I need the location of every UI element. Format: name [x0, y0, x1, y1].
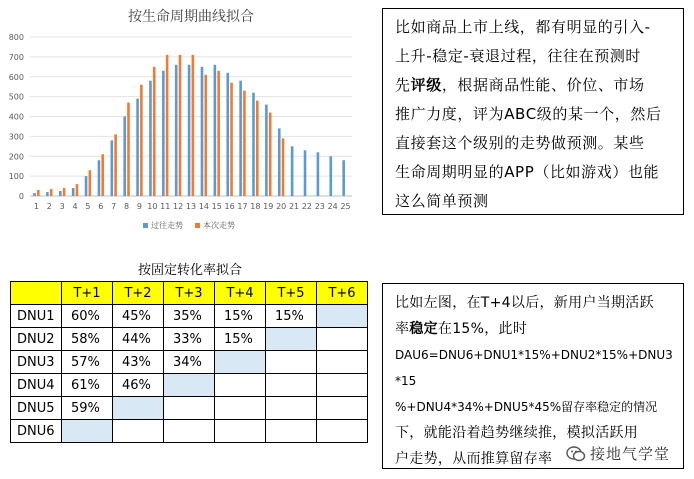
table-cell: 46% [113, 374, 164, 397]
table-cell [317, 374, 368, 397]
row-label: DNU5 [11, 397, 62, 420]
text-line: 比如左图，在T+4以后，新用户当期活跃 [395, 295, 654, 311]
explanation-text [395, 13, 673, 216]
table-cell: 15% [215, 305, 266, 328]
bar [269, 113, 272, 196]
x-tick-label: 10 [147, 202, 158, 211]
bar [162, 71, 165, 196]
text-line: 率 [395, 321, 410, 337]
bar [265, 105, 268, 196]
header-cell: T+4 [215, 282, 266, 305]
table-cell [317, 351, 368, 374]
table-cell [215, 374, 266, 397]
row-label: DNU1 [11, 305, 62, 328]
table-cell: 60% [62, 305, 113, 328]
bar [317, 152, 320, 196]
table-cell [62, 420, 113, 443]
bar [201, 67, 204, 196]
bar [59, 191, 62, 196]
table-cell [113, 420, 164, 443]
bar [243, 91, 246, 196]
x-tick-label: 1 [33, 202, 39, 211]
bar [111, 140, 114, 196]
table-cell [215, 420, 266, 443]
watermark-text: 接地气学堂 [590, 445, 671, 463]
wechat-icon [566, 444, 586, 464]
bar [282, 138, 285, 196]
bar [179, 55, 182, 196]
bar [256, 101, 259, 196]
bar [153, 67, 156, 196]
bar [239, 81, 242, 196]
bar [114, 134, 117, 196]
table-row [11, 351, 368, 374]
lifecycle-explanation-box [382, 8, 684, 215]
header-cell: T+6 [317, 282, 368, 305]
x-tick-label: 2 [46, 202, 52, 211]
header-corner [11, 282, 62, 305]
legend-swatch [195, 223, 200, 228]
row-label: DNU4 [11, 374, 62, 397]
x-tick-label: 12 [173, 202, 184, 211]
bar [149, 81, 152, 196]
table-header-row [11, 282, 368, 305]
table-cell: 44% [113, 328, 164, 351]
emphasis-text: 稳定 [409, 321, 438, 337]
table-row [11, 305, 368, 328]
table-title: 按固定转化率拟合 [137, 263, 242, 278]
bar [278, 128, 281, 196]
bar [217, 71, 220, 196]
y-tick-label: 700 [8, 52, 24, 62]
table-cell: 15% [215, 328, 266, 351]
table-row [11, 374, 368, 397]
text-line: 直接套这个级别的走势做预测。某些 [395, 134, 645, 152]
legend-swatch [143, 223, 148, 228]
table-cell: 35% [164, 305, 215, 328]
bar [98, 160, 101, 196]
table-cell: 43% [113, 351, 164, 374]
header-cell: T+3 [164, 282, 215, 305]
bar [342, 160, 345, 196]
table-cell: 58% [62, 328, 113, 351]
row-label: DNU3 [11, 351, 62, 374]
x-tick-label: 14 [198, 202, 209, 211]
bar [85, 176, 88, 196]
bar [123, 117, 126, 197]
header-cell: T+5 [266, 282, 317, 305]
table-cell: 33% [164, 328, 215, 351]
x-tick-label: 5 [85, 202, 91, 211]
bar [166, 55, 169, 196]
bar [33, 193, 36, 196]
bar [329, 156, 332, 196]
x-tick-label: 22 [301, 202, 313, 211]
table-cell: 61% [62, 374, 113, 397]
table-cell [164, 374, 215, 397]
table-cell [266, 328, 317, 351]
formula-line: DAU6=DNU6+DNU1*15%+DNU2*15%+DNU3*15 [395, 348, 673, 388]
x-tick-label: 25 [340, 202, 351, 211]
text-line: 先 [395, 76, 411, 94]
bar [72, 188, 75, 196]
x-tick-label: 6 [98, 202, 104, 211]
text-line: 生命周期明显的APP（比如游戏）也能 [395, 163, 660, 181]
header-cell: T+1 [62, 282, 113, 305]
chart-svg [0, 0, 380, 255]
table-cell [266, 420, 317, 443]
text-line: 户走势，从而推算留存率 [395, 451, 553, 467]
x-tick-label: 9 [136, 202, 143, 211]
x-tick-label: 4 [72, 202, 78, 211]
x-tick-label: 21 [288, 202, 300, 211]
bar [140, 85, 143, 196]
y-tick-label: 800 [8, 33, 24, 42]
x-tick-label: 11 [160, 202, 171, 211]
lifecycle-chart [0, 0, 380, 255]
row-label: DNU2 [11, 328, 62, 351]
table-cell [215, 351, 266, 374]
bar [226, 73, 229, 196]
y-tick-label: 200 [8, 152, 24, 162]
legend-label: 过往走势 [151, 221, 183, 230]
bar [89, 170, 92, 196]
bar [127, 103, 130, 196]
x-tick-label: 15 [211, 202, 222, 211]
text-line: 下，就能沿着趋势继续推，模拟活跃用 [395, 425, 639, 441]
bar [76, 184, 79, 196]
table-cell [164, 420, 215, 443]
table-cell: 57% [62, 351, 113, 374]
retention-table [10, 281, 368, 443]
table-cell [317, 420, 368, 443]
table-row [11, 420, 368, 443]
watermark [566, 441, 686, 467]
text-line: 这么简单预测 [395, 192, 489, 210]
x-tick-label: 13 [185, 202, 197, 211]
table-cell: 45% [113, 305, 164, 328]
text-line: 推广力度，评为ABC级的某一个，然后 [395, 105, 662, 123]
text-line: 上升-稳定-衰退过程，往往在预测时 [395, 47, 642, 65]
x-tick-label: 8 [124, 202, 130, 211]
bar [230, 83, 233, 196]
y-tick-label: 600 [8, 72, 24, 82]
legend-label: 本次走势 [203, 221, 235, 230]
table-cell [317, 305, 368, 328]
bar [304, 150, 307, 196]
bar [50, 189, 53, 196]
bar [101, 154, 104, 196]
bar [252, 93, 255, 196]
emphasis-text: 评级 [410, 76, 442, 94]
x-tick-label: 3 [59, 202, 65, 211]
y-tick-label: 300 [8, 132, 24, 142]
table-cell [266, 374, 317, 397]
y-tick-label: 500 [8, 92, 24, 102]
x-tick-label: 24 [327, 202, 338, 211]
bar [63, 188, 66, 196]
formula-line: %+DNU4*34%+DNU5*45%留存率稳定的情况 [395, 400, 658, 414]
y-tick-label: 400 [8, 112, 24, 122]
row-label: DNU6 [11, 420, 62, 443]
bar [214, 65, 217, 196]
table-cell [215, 397, 266, 420]
table-cell [317, 397, 368, 420]
x-tick-label: 7 [111, 202, 117, 211]
x-tick-label: 18 [250, 202, 261, 211]
table-cell [266, 397, 317, 420]
text-line: ，根据商品性能、价位、市场 [441, 76, 645, 94]
x-tick-label: 16 [224, 202, 235, 211]
table-row [11, 397, 368, 420]
table-cell: 15% [266, 305, 317, 328]
table-row [11, 328, 368, 351]
bar [291, 146, 294, 196]
bar [188, 65, 191, 196]
bar [37, 190, 40, 196]
table-cell [317, 328, 368, 351]
table-cell: 34% [164, 351, 215, 374]
bar [175, 65, 178, 196]
text-line: 比如商品上市上线，都有明显的引入- [395, 18, 651, 36]
bar [46, 192, 49, 196]
bar [204, 75, 207, 196]
y-tick-label: 0 [18, 192, 24, 201]
header-cell: T+2 [113, 282, 164, 305]
y-tick-label: 100 [8, 172, 24, 182]
table-cell [266, 351, 317, 374]
text-line: 在15%，此时 [437, 321, 528, 337]
bar [192, 55, 195, 196]
table-cell [164, 397, 215, 420]
chart-title: 按生命周期曲线拟合 [128, 9, 254, 25]
x-tick-label: 19 [263, 202, 274, 211]
x-tick-label: 20 [276, 202, 287, 211]
table-cell [113, 397, 164, 420]
table-cell: 59% [62, 397, 113, 420]
x-tick-label: 23 [314, 202, 325, 211]
x-tick-label: 17 [237, 202, 248, 211]
bar [136, 99, 139, 196]
